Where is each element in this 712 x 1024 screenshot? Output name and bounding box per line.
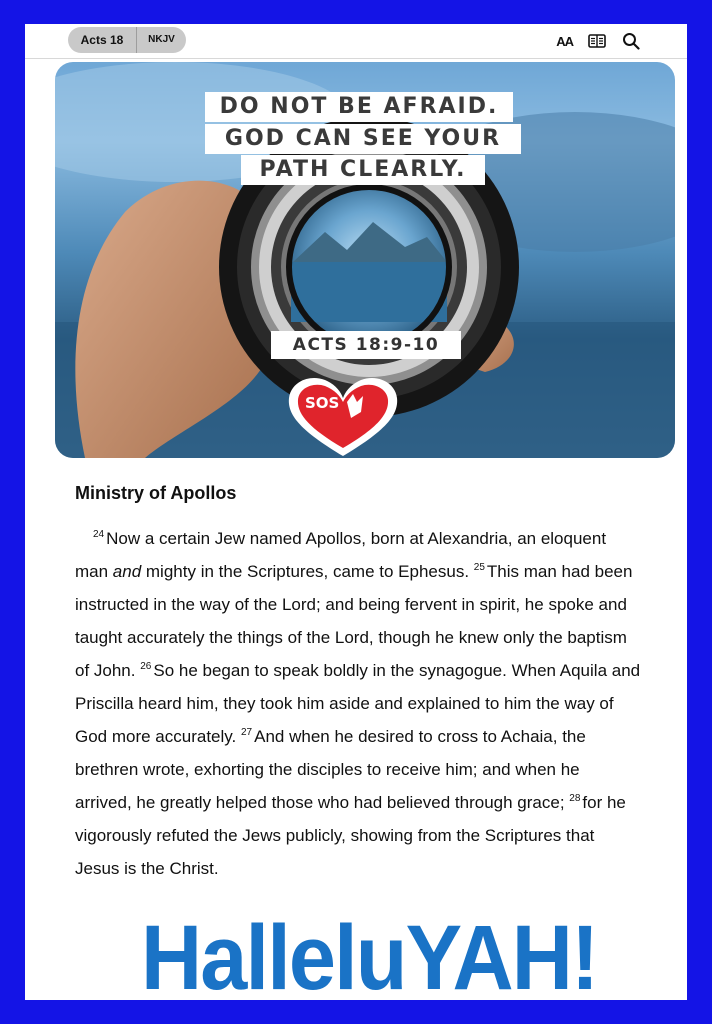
passage-text xyxy=(75,522,641,885)
verse-number: 25 xyxy=(473,562,485,573)
section-heading: Ministry of Apollos xyxy=(75,483,237,503)
verse-number: 27 xyxy=(241,727,253,738)
svg-text:SOS: SOS xyxy=(305,394,340,412)
halleluyah-overlay: HalleluYAH! xyxy=(141,907,598,1000)
book-chapter-button[interactable]: Acts 18 xyxy=(68,27,137,53)
search-icon[interactable] xyxy=(621,31,641,51)
bible-reader-page xyxy=(25,24,687,1000)
verse-text: This man had been instructed in the way of the Lord; and being fervent in spirit, he spoke and taught accurately the things of the Lord, though he knew only the baptism of John. xyxy=(75,562,633,680)
top-toolbar xyxy=(25,24,687,59)
verse-number: 26 xyxy=(140,661,152,672)
text-size-icon[interactable]: AA xyxy=(556,33,573,49)
parallel-view-icon[interactable] xyxy=(587,31,607,51)
verse-text: And when he desired to cross to Achaia, the brethren wrote, exhorting the disciples to receive him; and when he arrived, he greatly helped those who had believed through grace; xyxy=(75,727,586,812)
verse-reference: ACTS 18:9-10 xyxy=(271,331,461,359)
verse-number: 28 xyxy=(569,793,581,804)
devotional-image xyxy=(55,62,675,458)
banner-line-2: GOD CAN SEE YOUR xyxy=(205,124,521,154)
verse-text: So he began to speak boldly in the synagogue. When Aquila and Priscilla heard him, they took him aside and explained to him the way of God more accurately. xyxy=(75,661,641,746)
verse-italic-text: and xyxy=(112,562,142,581)
verse-text: for he vigorously refuted the Jews publicly, showing from the Scriptures that Jesus is the Christ. xyxy=(75,793,626,878)
verse-text: Now a certain Jew named Apollos, born at Alexandria, an eloquent man xyxy=(75,529,607,581)
version-button[interactable]: NKJV xyxy=(148,34,175,45)
banner-line-1: DO NOT BE AFRAID. xyxy=(205,92,513,122)
banner-line-3: PATH CLEARLY. xyxy=(241,155,485,185)
sos-heart-logo xyxy=(283,372,403,458)
verse-text: mighty in the Scriptures, came to Ephesus. xyxy=(141,562,470,581)
toolbar-icons xyxy=(556,31,641,51)
passage-selector[interactable] xyxy=(68,27,186,53)
verse-number: 24 xyxy=(93,529,105,540)
